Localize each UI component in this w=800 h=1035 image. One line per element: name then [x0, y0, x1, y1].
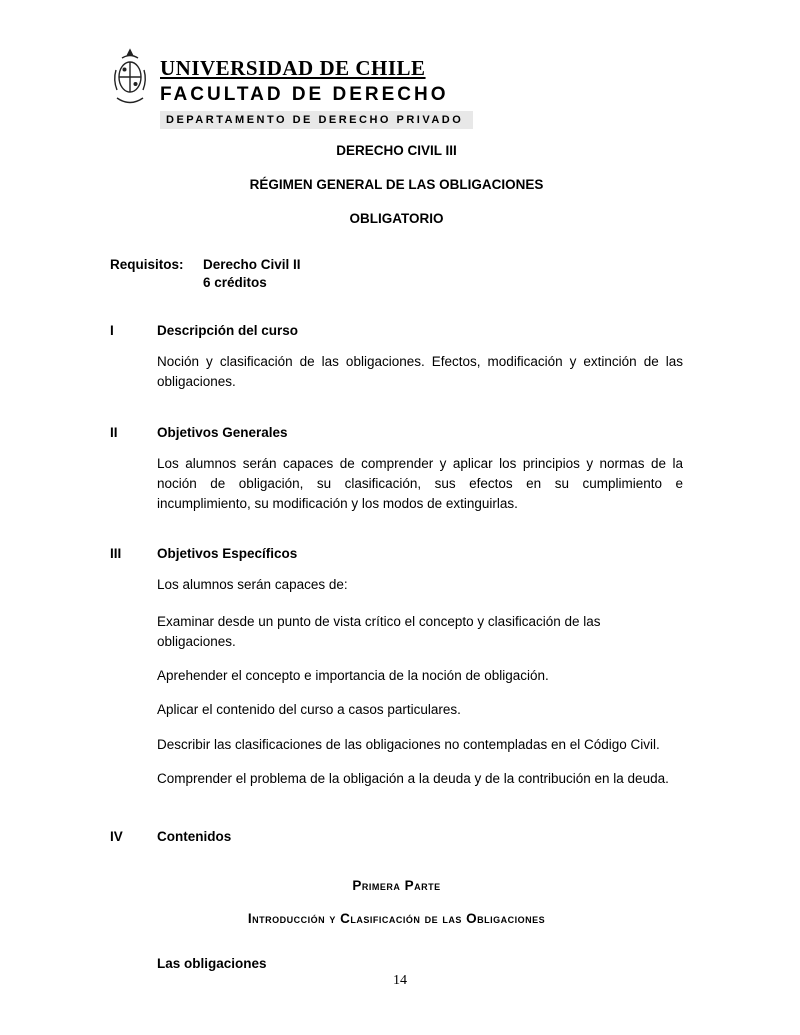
requisitos-block	[110, 256, 683, 291]
objective-item: Examinar desde un punto de vista crítico el concepto y clasificación de las obligaciones.	[157, 613, 601, 649]
objective-item: Aprehender el concepto e importancia de la noción de obligación.	[157, 668, 549, 684]
section-paragraph: Los alumnos serán capaces de comprender y aplicar los principios y normas de la noción de obligación, su clasificación, sus efectos en su cumplimiento e incumplimiento, su modificación y los modos de extinguirlas.	[157, 455, 683, 512]
objective-item: Describir las clasificaciones de las obligaciones no contempladas en el Código Civil.	[157, 736, 660, 752]
section-numeral: IV	[110, 829, 123, 845]
section-contenidos	[110, 829, 683, 844]
faculty-name: FACULTAD DE DERECHO	[160, 84, 449, 105]
section-heading	[110, 425, 683, 440]
objective-item: Comprender el problema de la obligación a la deuda y de la contribución en la deuda.	[157, 770, 669, 786]
course-title: DERECHO CIVIL III	[336, 143, 457, 158]
section-paragraph: Noción y clasificación de las obligaciones. Efectos, modificación y extinción de las obligaciones.	[157, 354, 683, 390]
section-title: Contenidos	[157, 829, 232, 845]
topic-heading: Las obligaciones	[157, 956, 267, 972]
section-numeral: II	[110, 424, 118, 440]
title-block	[110, 143, 683, 226]
section-title: Descripción del curso	[157, 323, 299, 339]
requisitos-label: Requisitos:	[110, 257, 184, 272]
section-heading	[110, 829, 683, 844]
section-descripcion-del-curso	[110, 323, 683, 393]
page-number: 14	[393, 973, 407, 988]
letterhead	[110, 48, 683, 129]
requisito-credits: 6 créditos	[203, 274, 267, 290]
requisitos-values	[203, 256, 301, 291]
part-title: Primera Parte	[352, 878, 441, 894]
objective-item: Aplicar el contenido del curso a casos particulares.	[157, 702, 461, 718]
university-name: UNIVERSIDAD DE CHILE	[160, 56, 426, 80]
university-coat-of-arms-icon	[110, 48, 150, 112]
course-type: OBLIGATORIO	[349, 211, 444, 226]
part-subtitle: Introducción y Clasificación de las Obligaciones	[247, 911, 546, 927]
section-objetivos-especificos	[110, 546, 683, 789]
department-name: DEPARTAMENTO DE DERECHO PRIVADO	[166, 114, 464, 126]
section-heading	[110, 323, 683, 338]
requisito-course: Derecho Civil II	[203, 257, 301, 272]
course-subtitle: RÉGIMEN GENERAL DE LAS OBLIGACIONES	[249, 177, 544, 192]
section-numeral: III	[110, 546, 122, 562]
section-objetivos-generales	[110, 425, 683, 515]
section-numeral: I	[110, 323, 114, 339]
section-paragraph: Los alumnos serán capaces de:	[157, 577, 348, 593]
department-banner	[160, 111, 473, 129]
section-heading	[110, 546, 683, 561]
section-title: Objetivos Generales	[157, 424, 288, 440]
section-title: Objetivos Específicos	[157, 546, 298, 562]
letterhead-text	[160, 48, 473, 129]
